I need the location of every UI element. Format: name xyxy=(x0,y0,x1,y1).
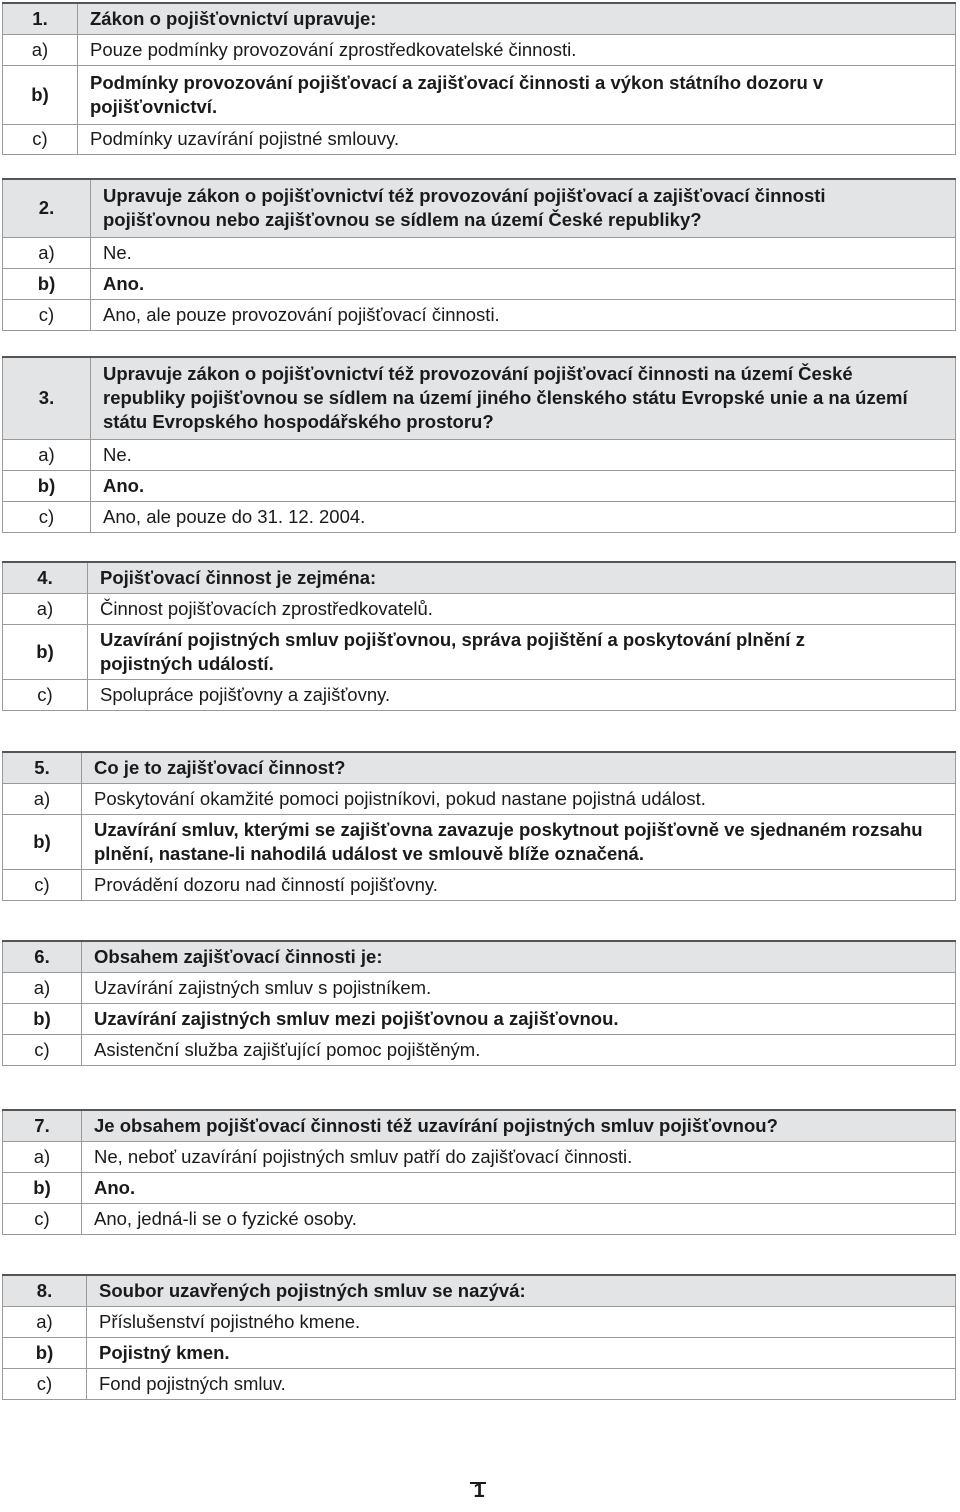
answer-label: b) xyxy=(3,268,91,299)
answer-label: c) xyxy=(3,299,91,330)
question-text: Soubor uzavřených pojistných smluv se nazývá: xyxy=(87,1275,956,1306)
answer-text: Ano. xyxy=(82,1172,956,1203)
answer-text: Provádění dozoru nad činností pojišťovny. xyxy=(82,869,956,900)
answer-row xyxy=(3,869,956,900)
question-row xyxy=(3,941,956,972)
answer-row xyxy=(3,124,956,154)
question-number: 2. xyxy=(3,179,91,237)
answer-label: b) xyxy=(3,814,82,869)
answer-label: a) xyxy=(3,783,82,814)
answer-label: a) xyxy=(3,1306,87,1337)
answer-text: Ano. xyxy=(91,470,956,501)
answer-text: Uzavírání zajistných smluv mezi pojišťovnou a zajišťovnou. xyxy=(82,1003,956,1034)
answer-row-correct xyxy=(3,470,956,501)
answer-label: c) xyxy=(3,124,78,154)
answer-text: Ano, ale pouze do 31. 12. 2004. xyxy=(91,501,956,532)
question-row xyxy=(3,179,956,237)
answer-row-correct xyxy=(3,65,956,124)
answer-row xyxy=(3,679,956,710)
answer-text: Ano, ale pouze provozování pojišťovací činnosti. xyxy=(91,299,956,330)
question-block-3 xyxy=(2,356,956,533)
answer-text: Ano, jedná-li se o fyzické osoby. xyxy=(82,1203,956,1234)
question-text: Upravuje zákon o pojišťovnictví též provozování pojišťovací činnosti na území České republiky pojišťovnou se sídlem na území jiného členského státu Evropské unie a na území státu Evropského hospodářského prostoru? xyxy=(91,357,956,439)
answer-row xyxy=(3,1203,956,1234)
answer-text: Ne. xyxy=(91,237,956,268)
answer-label: b) xyxy=(3,1003,82,1034)
question-number: 3. xyxy=(3,357,91,439)
answer-text: Pojistný kmen. xyxy=(87,1337,956,1368)
answer-row xyxy=(3,501,956,532)
answer-text: Podmínky uzavírání pojistné smlouvy. xyxy=(78,124,956,154)
answer-text: Ano. xyxy=(91,268,956,299)
question-row xyxy=(3,3,956,34)
answer-row-correct xyxy=(3,814,956,869)
answer-text: Uzavírání pojistných smluv pojišťovnou, správa pojištění a poskytování plnění z pojistných událostí. xyxy=(88,624,956,679)
question-number: 8. xyxy=(3,1275,87,1306)
question-row xyxy=(3,1110,956,1141)
answer-text: Podmínky provozování pojišťovací a zajišťovací činnosti a výkon státního dozoru v pojišťovnictví. xyxy=(78,65,956,124)
answer-text: Asistenční služba zajišťující pomoc pojištěným. xyxy=(82,1034,956,1065)
answer-row-correct xyxy=(3,1337,956,1368)
page-number: 1 xyxy=(473,1480,485,1502)
answer-label: a) xyxy=(3,972,82,1003)
question-number: 5. xyxy=(3,752,82,783)
question-number: 4. xyxy=(3,562,88,593)
answer-row xyxy=(3,1141,956,1172)
answer-text: Uzavírání smluv, kterými se zajišťovna zavazuje poskytnout pojišťovně ve sjednaném rozsahu plnění, nastane-li nahodilá událost ve smlouvě blíže označená. xyxy=(82,814,956,869)
answer-row-correct xyxy=(3,1172,956,1203)
question-number: 1. xyxy=(3,3,78,34)
question-text: Zákon o pojišťovnictví upravuje: xyxy=(78,3,956,34)
answer-label: a) xyxy=(3,593,88,624)
answer-row xyxy=(3,1306,956,1337)
answer-label: b) xyxy=(3,470,91,501)
answer-label: b) xyxy=(3,65,78,124)
answer-row xyxy=(3,34,956,65)
answer-text: Uzavírání zajistných smluv s pojistníkem. xyxy=(82,972,956,1003)
question-row xyxy=(3,357,956,439)
answer-label: b) xyxy=(3,1337,87,1368)
answer-label: c) xyxy=(3,1203,82,1234)
answer-row xyxy=(3,593,956,624)
answer-label: a) xyxy=(3,34,78,65)
answer-row xyxy=(3,237,956,268)
question-text: Je obsahem pojišťovací činnosti též uzavírání pojistných smluv pojišťovnou? xyxy=(82,1110,956,1141)
question-text: Upravuje zákon o pojišťovnictví též provozování pojišťovací a zajišťovací činnosti pojišťovnou nebo zajišťovnou se sídlem na území České republiky? xyxy=(91,179,956,237)
answer-text: Fond pojistných smluv. xyxy=(87,1368,956,1399)
answer-row-correct xyxy=(3,1003,956,1034)
question-number: 6. xyxy=(3,941,82,972)
answer-label: c) xyxy=(3,869,82,900)
answer-label: a) xyxy=(3,439,91,470)
answer-row-correct xyxy=(3,624,956,679)
answer-label: a) xyxy=(3,1141,82,1172)
answer-row xyxy=(3,439,956,470)
question-row xyxy=(3,1275,956,1306)
question-row xyxy=(3,562,956,593)
answer-label: b) xyxy=(3,624,88,679)
question-text: Obsahem zajišťovací činnosti je: xyxy=(82,941,956,972)
question-text: Co je to zajišťovací činnost? xyxy=(82,752,956,783)
question-row xyxy=(3,752,956,783)
answer-row xyxy=(3,1368,956,1399)
answer-label: b) xyxy=(3,1172,82,1203)
question-block-2 xyxy=(2,178,956,331)
answer-text: Ne. xyxy=(91,439,956,470)
question-block-1 xyxy=(2,2,956,155)
answer-text: Poskytování okamžité pomoci pojistníkovi, pokud nastane pojistná událost. xyxy=(82,783,956,814)
answer-label: c) xyxy=(3,1034,82,1065)
question-block-5 xyxy=(2,751,956,901)
answer-text: Příslušenství pojistného kmene. xyxy=(87,1306,956,1337)
answer-label: a) xyxy=(3,237,91,268)
question-text: Pojišťovací činnost je zejména: xyxy=(88,562,956,593)
answer-row xyxy=(3,783,956,814)
answer-text: Činnost pojišťovacích zprostředkovatelů. xyxy=(88,593,956,624)
question-number: 7. xyxy=(3,1110,82,1141)
answer-row xyxy=(3,1034,956,1065)
answer-text: Pouze podmínky provozování zprostředkovatelské činnosti. xyxy=(78,34,956,65)
question-block-4 xyxy=(2,561,956,711)
question-block-7 xyxy=(2,1109,956,1235)
answer-label: c) xyxy=(3,1368,87,1399)
answer-text: Spolupráce pojišťovny a zajišťovny. xyxy=(88,679,956,710)
question-block-6 xyxy=(2,940,956,1066)
answer-row-correct xyxy=(3,268,956,299)
answer-label: c) xyxy=(3,679,88,710)
answer-label: c) xyxy=(3,501,91,532)
question-block-8 xyxy=(2,1274,956,1400)
answer-text: Ne, neboť uzavírání pojistných smluv patří do zajišťovací činnosti. xyxy=(82,1141,956,1172)
answer-row xyxy=(3,972,956,1003)
answer-row xyxy=(3,299,956,330)
